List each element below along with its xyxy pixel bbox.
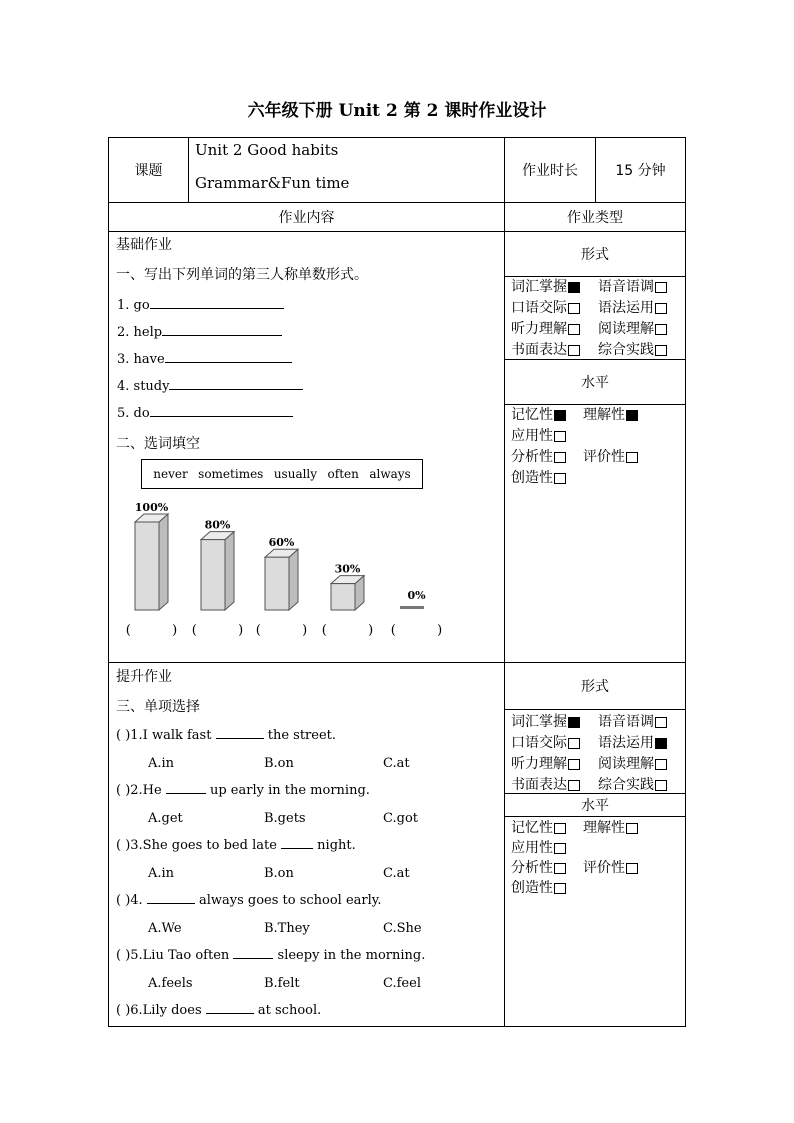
type-option-label: 书面表达 (511, 342, 567, 358)
part1-item-label: 4. study (117, 379, 170, 394)
type-option[interactable] (583, 446, 638, 466)
question-text: up early in the morning. (205, 783, 370, 798)
question-text: ( )2.He (116, 783, 166, 798)
page-title: 六年级下册 Unit 2 第 2 课时作业设计 (247, 101, 547, 121)
type-option[interactable] (598, 753, 667, 773)
type-option-label: 评价性 (583, 449, 625, 465)
question-text: night. (313, 838, 356, 853)
answer-option[interactable]: B.They (264, 921, 310, 936)
type-option[interactable] (511, 467, 566, 487)
part1-item (117, 325, 282, 340)
answer-blank[interactable] (150, 415, 293, 417)
answer-option[interactable]: C.She (383, 921, 422, 936)
checkbox[interactable] (568, 324, 580, 335)
question-text: ( )3.She goes to bed late (116, 838, 282, 853)
type-option[interactable] (511, 425, 566, 445)
checkbox[interactable] (554, 452, 566, 463)
answer-blank[interactable] (162, 334, 282, 336)
question-stem (116, 893, 382, 908)
type-option[interactable] (598, 732, 667, 752)
type-option-label: 口语交际 (511, 735, 567, 751)
word-option: never (153, 467, 188, 481)
answer-bracket[interactable]: ( ) (255, 623, 308, 638)
answer-option[interactable]: A.get (148, 811, 183, 826)
word-option: always (369, 467, 411, 481)
checkbox[interactable] (655, 282, 667, 293)
answer-option[interactable]: A.feels (148, 976, 193, 991)
checkbox[interactable] (626, 823, 638, 834)
type-option[interactable] (511, 276, 580, 296)
type-option-label: 评价性 (583, 860, 625, 876)
chart-bar (331, 576, 364, 610)
answer-blank[interactable] (147, 902, 195, 904)
word-option: sometimes (198, 467, 264, 481)
chart-bar (400, 606, 424, 609)
checkbox[interactable] (655, 345, 667, 356)
answer-option[interactable]: A.in (148, 756, 175, 771)
type-option-label: 理解性 (583, 820, 625, 836)
answer-bracket[interactable]: ( ) (390, 623, 443, 638)
word-bank (141, 459, 423, 489)
type-option-label: 综合实践 (598, 777, 654, 793)
part1-item (117, 352, 292, 367)
type-option-label: 口语交际 (511, 300, 567, 316)
part1-item (117, 298, 284, 313)
question-stem (116, 838, 356, 853)
answer-bracket[interactable]: ( ) (191, 623, 244, 638)
answer-blank[interactable] (206, 1012, 254, 1014)
type-option-label: 语音语调 (598, 714, 654, 730)
form-label-1: 形式 (505, 232, 685, 277)
checkbox[interactable] (568, 738, 580, 749)
advanced-heading: 提升作业 (116, 669, 172, 685)
bar-value-label: 0% (407, 589, 426, 602)
type-option[interactable] (511, 446, 566, 466)
chart-bar (201, 532, 234, 610)
type-option-label: 阅读理解 (598, 321, 654, 337)
topic-label: 课题 (109, 138, 189, 203)
answer-blank[interactable] (216, 737, 264, 739)
question-text: ( )6.Lily does (116, 1003, 206, 1018)
part3-title: 三、单项选择 (116, 699, 200, 715)
type-option[interactable] (598, 339, 667, 359)
type-option[interactable] (511, 711, 580, 731)
type-option[interactable] (511, 404, 566, 424)
question-text: sleepy in the morning. (273, 948, 426, 963)
type-option[interactable] (511, 774, 580, 794)
type-option[interactable] (511, 339, 580, 359)
type-option-label: 综合实践 (598, 342, 654, 358)
part1-item (117, 406, 293, 421)
bar-value-label: 100% (134, 501, 169, 514)
checkbox[interactable] (626, 863, 638, 874)
word-option: often (327, 467, 359, 481)
type-option-label: 词汇掌握 (511, 279, 567, 295)
checkbox[interactable] (554, 883, 566, 894)
type-option-label: 分析性 (511, 860, 553, 876)
checkbox[interactable] (554, 410, 566, 421)
answer-blank[interactable] (233, 957, 273, 959)
question-stem (116, 1003, 321, 1018)
part1-item-label: 3. have (117, 352, 165, 367)
checkbox[interactable] (568, 759, 580, 770)
type-option-label: 创造性 (511, 470, 553, 486)
type-option[interactable] (511, 877, 566, 897)
answer-option[interactable]: A.We (148, 921, 182, 936)
type-option[interactable] (583, 817, 638, 837)
answer-blank[interactable] (166, 792, 206, 794)
type-option[interactable] (511, 753, 580, 773)
type-option[interactable] (583, 404, 638, 424)
type-option-label: 创造性 (511, 880, 553, 896)
answer-bracket[interactable]: ( ) (125, 623, 178, 638)
answer-option[interactable]: C.at (383, 866, 410, 881)
type-option-label: 记忆性 (511, 407, 553, 423)
checkbox[interactable] (626, 410, 638, 421)
type-option-label: 听力理解 (511, 756, 567, 772)
content-header: 作业内容 (109, 203, 505, 232)
checkbox[interactable] (568, 780, 580, 791)
checkbox[interactable] (655, 324, 667, 335)
answer-option[interactable]: B.gets (264, 811, 306, 826)
checkbox[interactable] (655, 738, 667, 749)
type-option-label: 听力理解 (511, 321, 567, 337)
bar-value-label: 60% (268, 536, 295, 550)
bar-value-label: 30% (334, 562, 361, 576)
checkbox[interactable] (568, 717, 580, 728)
part1-item-label: 2. help (117, 325, 163, 340)
question-text: at school. (253, 1003, 322, 1018)
part1-title: 一、写出下列单词的第三人称单数形式。 (116, 267, 368, 283)
question-text: ( )1.I walk fast (116, 728, 216, 743)
checkbox[interactable] (655, 759, 667, 770)
question-text: ( )4. (116, 893, 147, 908)
form-label-2: 形式 (505, 663, 685, 710)
frequency-bar-chart (110, 492, 450, 642)
answer-option[interactable]: C.at (383, 756, 410, 771)
type-option-label: 语法运用 (598, 300, 654, 316)
duration-label: 作业时长 (505, 138, 596, 203)
type-option[interactable] (511, 837, 566, 857)
type-option-label: 语法运用 (598, 735, 654, 751)
question-text: the street. (263, 728, 337, 743)
checkbox[interactable] (626, 452, 638, 463)
type-option-label: 阅读理解 (598, 756, 654, 772)
duration-value: 15 分钟 (596, 138, 686, 203)
answer-option[interactable]: C.got (383, 811, 418, 826)
checkbox[interactable] (568, 282, 580, 293)
part1-item-label: 5. do (117, 406, 150, 421)
checkbox[interactable] (655, 303, 667, 314)
type-option[interactable] (598, 318, 667, 338)
answer-bracket[interactable]: ( ) (321, 623, 374, 638)
topic-cell (189, 138, 505, 203)
type-option[interactable] (511, 817, 566, 837)
type-option[interactable] (583, 857, 638, 877)
type-option[interactable] (511, 297, 580, 317)
question-text: ( )5.Liu Tao often (116, 948, 234, 963)
checkbox[interactable] (568, 303, 580, 314)
answer-blank[interactable] (150, 307, 284, 309)
type-option-label: 应用性 (511, 428, 553, 444)
answer-option[interactable]: B.on (264, 866, 294, 881)
answer-blank[interactable] (169, 388, 303, 390)
type-option-label: 记忆性 (511, 820, 553, 836)
checkbox[interactable] (568, 345, 580, 356)
answer-option[interactable]: C.feel (383, 976, 421, 991)
chart-bar (135, 514, 168, 610)
answer-option[interactable]: A.in (148, 866, 175, 881)
chart-bar (265, 549, 298, 610)
checkbox[interactable] (655, 780, 667, 791)
type-header: 作业类型 (505, 203, 686, 232)
question-stem (116, 728, 336, 743)
answer-blank[interactable] (281, 847, 313, 849)
question-stem (116, 783, 370, 798)
checkbox[interactable] (655, 717, 667, 728)
type-option[interactable] (598, 711, 667, 731)
bar-value-label: 80% (204, 518, 231, 532)
checkbox[interactable] (554, 823, 566, 834)
type-option[interactable] (598, 774, 667, 794)
type-option-label: 语音语调 (598, 279, 654, 295)
checkbox[interactable] (554, 431, 566, 442)
type-option-label: 应用性 (511, 840, 553, 856)
checkbox[interactable] (554, 843, 566, 854)
word-option: usually (273, 467, 318, 481)
question-stem (116, 948, 425, 963)
level-label-1: 水平 (505, 359, 685, 405)
type-option[interactable] (598, 276, 667, 296)
level-label-2: 水平 (505, 793, 685, 817)
part1-item (117, 379, 303, 394)
answer-option[interactable]: B.on (264, 756, 294, 771)
part2-title: 二、选词填空 (116, 436, 200, 452)
answer-blank[interactable] (165, 361, 292, 363)
part1-item-label: 1. go (117, 298, 150, 313)
question-text: always goes to school early. (194, 893, 382, 908)
type-option[interactable] (511, 732, 580, 752)
type-option-label: 分析性 (511, 449, 553, 465)
type-option[interactable] (511, 857, 566, 877)
type-option[interactable] (598, 297, 667, 317)
basic-heading: 基础作业 (116, 237, 172, 253)
type-option-label: 书面表达 (511, 777, 567, 793)
type-option[interactable] (511, 318, 580, 338)
type-option-label: 理解性 (583, 407, 625, 423)
answer-option[interactable]: B.felt (264, 976, 300, 991)
topic-line1: Unit 2 Good habits (195, 141, 339, 159)
topic-line2: Grammar&Fun time (195, 174, 350, 192)
type-option-label: 词汇掌握 (511, 714, 567, 730)
checkbox[interactable] (554, 473, 566, 484)
checkbox[interactable] (554, 863, 566, 874)
